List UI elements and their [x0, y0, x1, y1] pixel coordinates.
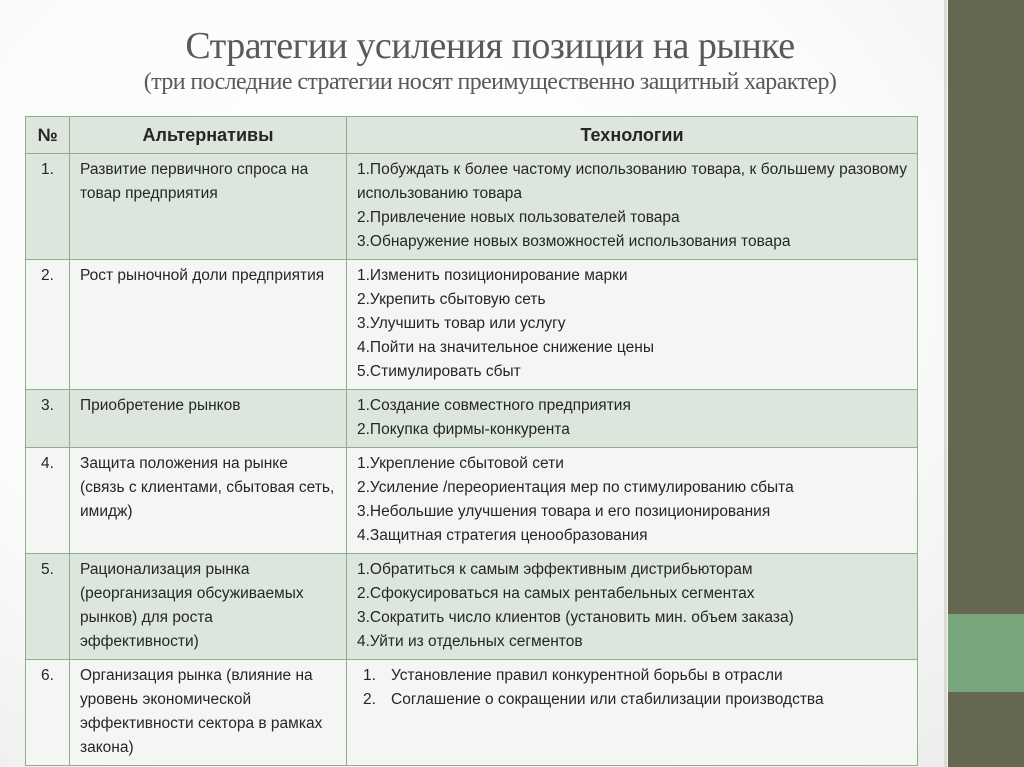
tech-item: 3.Обнаружение новых возможностей использования товара — [357, 233, 791, 250]
side-decor-accent — [948, 614, 1024, 692]
tech-list-number: 1. — [363, 667, 376, 684]
header-alternatives: Альтернативы — [70, 117, 347, 154]
row-alternative: Защита положения на рынке (связь с клиентами, сбытовая сеть, имидж) — [70, 448, 347, 554]
row-number: 4. — [26, 448, 70, 554]
tech-item: 4.Пойти на значительное снижение цены — [357, 339, 654, 356]
row-number: 3. — [26, 390, 70, 448]
table-header-row — [26, 117, 918, 154]
side-divider — [944, 0, 947, 767]
row-technologies — [347, 154, 918, 260]
row-technologies — [347, 660, 918, 766]
table-row — [26, 554, 918, 660]
table-row — [26, 448, 918, 554]
tech-item: 3.Улучшить товар или услугу — [357, 315, 566, 332]
table-row — [26, 660, 918, 766]
row-technologies — [347, 448, 918, 554]
row-technologies — [347, 554, 918, 660]
row-alternative: Рост рыночной доли предприятия — [70, 260, 347, 390]
tech-item: 3.Небольшие улучшения товара и его позиционирования — [357, 503, 771, 520]
tech-item: 1.Изменить позиционирование марки — [357, 267, 628, 284]
table-row — [26, 390, 918, 448]
table-row — [26, 260, 918, 390]
row-alternative: Рационализация рынка (реорганизация обсуживаемых рынков) для роста эффективности) — [70, 554, 347, 660]
tech-list-text: Установление правил конкурентной борьбы в отрасли — [391, 667, 783, 684]
row-number: 2. — [26, 260, 70, 390]
tech-list-text: Соглашение о сокращении или стабилизации производства — [391, 691, 824, 708]
tech-list-item — [357, 688, 907, 712]
tech-item: 4.Уйти из отдельных сегментов — [357, 633, 583, 650]
tech-item: 2.Привлечение новых пользователей товара — [357, 209, 680, 226]
tech-item: 1.Побуждать к более частому использованию товара, к большему разовому использованию товара — [357, 161, 907, 202]
tech-item: 2.Сфокусироваться на самых рентабельных сегментах — [357, 585, 755, 602]
tech-item: 2.Усиление /переориентация мер по стимулированию сбыта — [357, 479, 794, 496]
tech-list-item — [357, 664, 907, 688]
header-num: № — [26, 117, 70, 154]
row-technologies — [347, 390, 918, 448]
row-alternative: Развитие первичного спроса на товар предприятия — [70, 154, 347, 260]
tech-item: 1.Укрепление сбытовой сети — [357, 455, 564, 472]
tech-item: 2.Покупка фирмы-конкурента — [357, 421, 570, 438]
row-technologies — [347, 260, 918, 390]
tech-item: 1.Обратиться к самым эффективным дистрибьюторам — [357, 561, 753, 578]
strategy-table — [25, 116, 918, 766]
row-number: 1. — [26, 154, 70, 260]
row-alternative: Приобретение рынков — [70, 390, 347, 448]
tech-item: 5.Стимулировать сбыт — [357, 363, 521, 380]
row-number: 5. — [26, 554, 70, 660]
tech-item: 2.Укрепить сбытовую сеть — [357, 291, 546, 308]
row-number: 6. — [26, 660, 70, 766]
table-row — [26, 154, 918, 260]
tech-item: 3.Сократить число клиентов (установить мин. объем заказа) — [357, 609, 794, 626]
tech-item: 4.Защитная стратегия ценообразования — [357, 527, 648, 544]
slide-subtitle: (три последние стратегии носят преимущественно защитный характер) — [143, 69, 837, 95]
tech-list-number: 2. — [363, 691, 376, 708]
tech-item: 1.Создание совместного предприятия — [357, 397, 631, 414]
header-technologies: Технологии — [347, 117, 918, 154]
row-alternative: Организация рынка (влияние на уровень экономической эффективности сектора в рамках закона) — [70, 660, 347, 766]
slide-title: Стратегии усиления позиции на рынке — [185, 25, 795, 67]
